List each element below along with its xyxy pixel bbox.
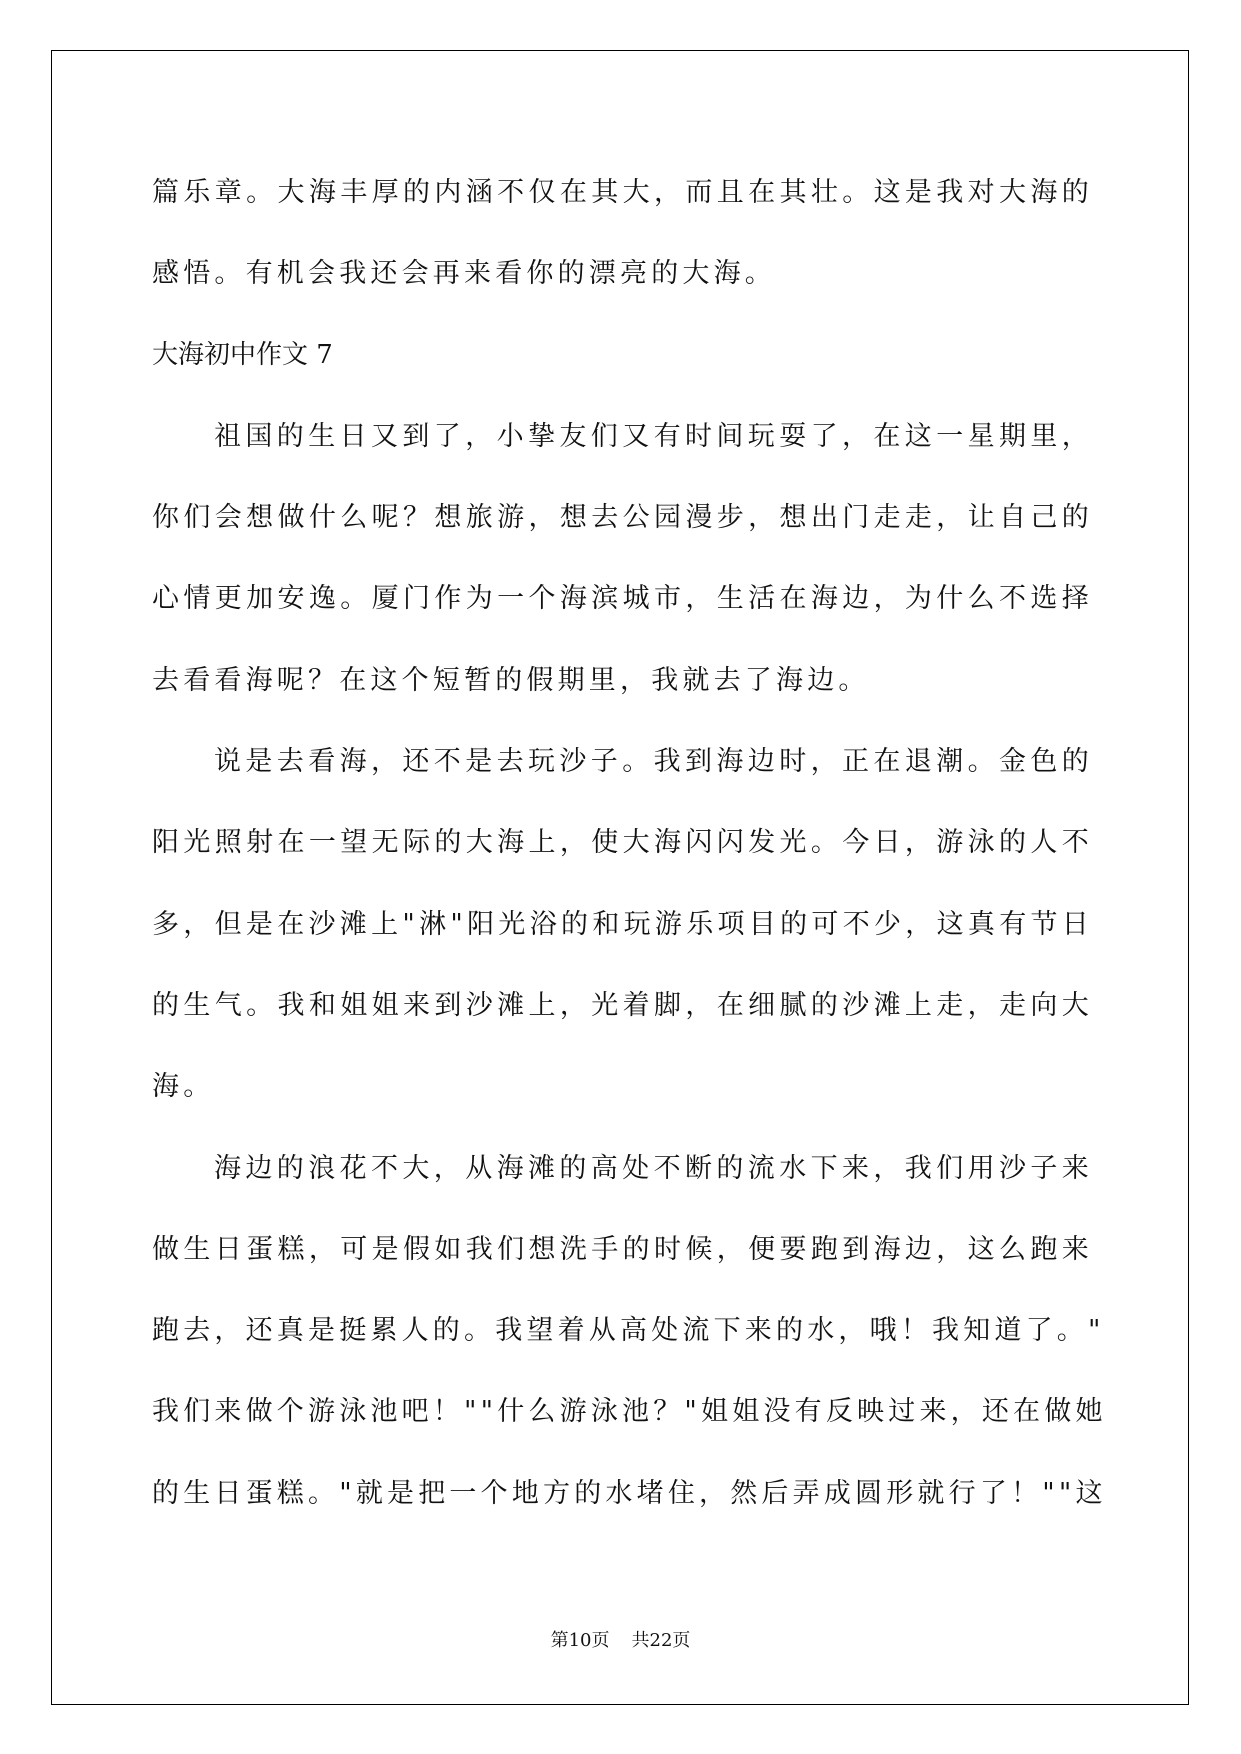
page-footer <box>0 1628 1241 1654</box>
text-line: 做生日蛋糕，可是假如我们想洗手的时候，便要跑到海边，这么跑来 <box>152 1233 1093 1265</box>
section-heading: 大海初中作文 7 <box>152 339 333 370</box>
text-line: 说是去看海，还不是去玩沙子。我到海边时，正在退潮。金色的 <box>214 746 1093 778</box>
text-line: 去看看海呢？在这个短暂的假期里，我就去了海边。 <box>152 664 870 696</box>
text-line: 篇乐章。大海丰厚的内涵不仅在其大，而且在其壮。这是我对大海的 <box>152 177 1093 208</box>
text-line: 感悟。有机会我还会再来看你的漂亮的大海。 <box>152 258 776 290</box>
text-line: 的生气。我和姐姐来到沙滩上，光着脚，在细腻的沙滩上走，走向大 <box>152 989 1093 1021</box>
text-line: 的生日蛋糕。"就是把一个地方的水堵住，然后弄成圆形就行了！""这 <box>152 1477 1107 1509</box>
text-line: 祖国的生日又到了，小挚友们又有时间玩耍了，在这一星期里， <box>214 420 1093 452</box>
text-line: 海边的浪花不大，从海滩的高处不断的流水下来，我们用沙子来 <box>214 1152 1093 1184</box>
total-pages-label: 共22页 <box>631 1630 691 1651</box>
text-line: 你们会想做什么呢？想旅游，想去公园漫步，想出门走走，让自己的 <box>152 502 1093 534</box>
text-line: 跑去，还真是挺累人的。我望着从高处流下来的水，哦！我知道了。" <box>152 1315 1105 1347</box>
text-line: 海。 <box>152 1071 215 1103</box>
text-line: 我们来做个游泳池吧！""什么游泳池？"姐姐没有反映过来，还在做她 <box>152 1396 1107 1428</box>
document-body <box>152 152 1107 1534</box>
text-line: 阳光照射在一望无际的大海上，使大海闪闪发光。今日，游泳的人不 <box>152 827 1093 859</box>
text-line: 多，但是在沙滩上"淋"阳光浴的和玩游乐项目的可不少，这真有节日 <box>152 908 1093 940</box>
text-line: 心情更加安逸。厦门作为一个海滨城市，生活在海边，为什么不选择 <box>152 583 1093 615</box>
current-page-label: 第10页 <box>550 1630 610 1651</box>
